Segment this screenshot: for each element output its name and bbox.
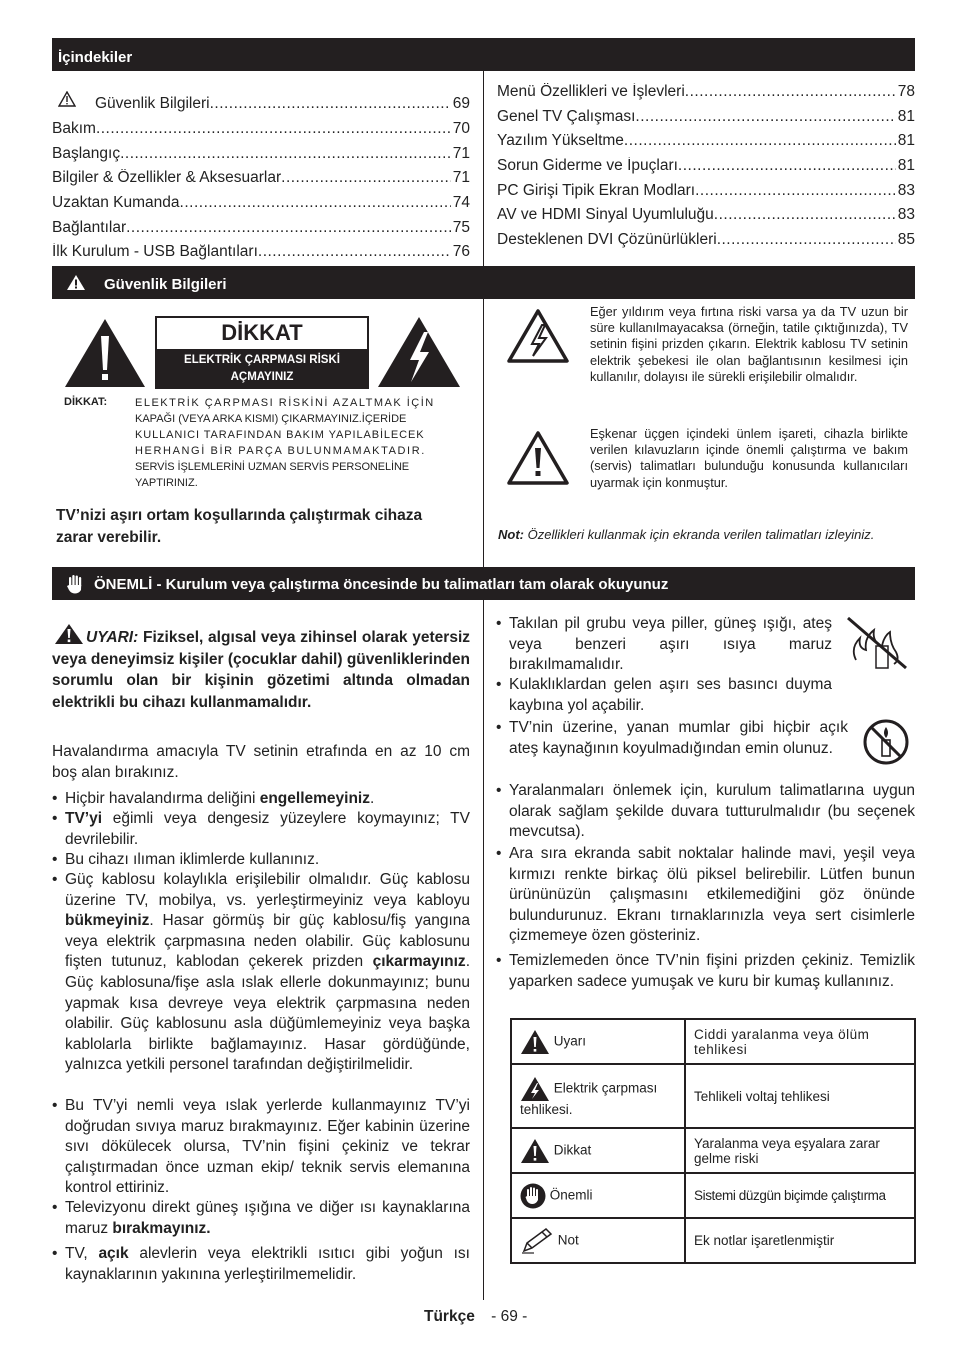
toc-entry-right[interactable]: Menü Özellikleri ve İşlevleri ..... 78 (497, 83, 915, 101)
symbol-legend-table (510, 1018, 916, 1264)
toc-entry-right[interactable]: AV ve HDMI Sinyal Uyumluluğu ..... 83 (497, 206, 915, 224)
toc-entry-left[interactable]: İlk Kurulum - USB Bağlantıları ..... 76 (52, 243, 470, 261)
important-divider (483, 600, 484, 1300)
lightning-warning-text: Eğer yıldırım veya fırtına riski varsa ya da TV uzun bir süre kullanılmayacaksa (örneğin, tatile çıktığınızda), TV setinin fişini prizden çıkarın. Elektrik kablosu TV setinin elektrik şebekesi ile olan bağlantısının kesilmesi için kullanılır, dolayısı ile sürekli erişilebilir olmalıdır. (590, 304, 908, 384)
lightning-triangle-icon (506, 308, 570, 364)
toc-entry-right[interactable]: Yazılım Yükseltme ..... 81 (497, 132, 915, 150)
toc-entry-left[interactable]: Bilgiler & Özellikler & Aksesuarlar ..... 71 (52, 169, 470, 187)
list-item: • Takılan pil grubu veya piller, güneş ışığı, ateş veya benzeri aşırı ısıya maruz bırakılmamalıdır. (496, 614, 832, 676)
table-row: Uyarı Ciddi yaralanma veya ölüm tehlikesi (511, 1019, 915, 1064)
caution-triangle-exclamation-icon (64, 318, 146, 388)
footer-language: Türkçe (424, 1308, 475, 1325)
list-item: • Hiçbir havalandırma deliğini engellemeyiniz. (52, 789, 470, 810)
important-header (52, 567, 915, 600)
list-item: • Temizlemeden önce TV’nin fişini prizden çekiniz. Temizlik yaparken sadece yumuşak ve kuru bir kumaş kullanınız. (496, 951, 915, 992)
toc-divider (483, 71, 484, 266)
caution-icon (520, 1138, 550, 1164)
list-item: • Kulaklıklardan gelen aşırı ses basıncı duyma kaybına yol açabilir. (496, 675, 832, 716)
extreme-conditions-warning: TV’nizi aşırı ortam koşullarında çalıştırmak cihaza zarar verebilir. (56, 507, 423, 546)
toc-entry-left[interactable]: Başlangıç ..... 71 (52, 145, 470, 163)
toc-entry-left[interactable]: Bakım ..... 70 (52, 120, 470, 138)
dikkat-label: DİKKAT: (64, 396, 108, 408)
no-candle-icon (862, 718, 910, 766)
warning-paragraph: UYARI: Fiziksel, algısal veya zihinsel olarak yetersiz veya deneyimsiz kişiler (çocuklar dahil) güvenliklerinden sorumlu olan bir kişinin gözetimi altında olmadan elektrikli bu cihazı kullanmamalıdır. (52, 629, 470, 711)
warning-icon (66, 274, 86, 291)
list-item: • TV’yi eğimli veya dengesiz yüzeylere koymayınız; TV devrilebilir. (52, 809, 470, 850)
warning-icon (58, 91, 76, 107)
list-item: • TV’nin üzerine, yanan mumlar gibi hiçbir açık ateş kaynağının koyulmadığından emin olunuz. (496, 718, 848, 759)
toc-entry-left[interactable]: Güvenlik Bilgileri ..... 69 (95, 95, 470, 113)
hand-stop-icon (520, 1182, 546, 1210)
footer-page-number: - 69 - (491, 1308, 528, 1325)
list-item: • TV, açık alevlerin veya elektrikli ısıtıcı gibi yoğun ısı kaynaklarının yakınına yerleştirilmemelidir. (52, 1244, 470, 1285)
warning-icon (520, 1029, 550, 1055)
toc-entry-right[interactable]: Sorun Giderme ve İpuçları ..... 81 (497, 157, 915, 175)
dikkat-text: ELEKTRİK ÇARPMASI RİSKİNİ AZALTMAK İÇİN KAPAĞI (VEYA ARKA KISMI) ÇIKARMAYINIZ.İÇERİDE KULLANICI TARAFINDAN BAKIM YAPILABİLECEK HERHANGİ BİR PARÇA BULUNMAMAKTADIR. SERVİS İŞLEMLERİNİ UZMAN SERVİS PERSONELİNE YAPTIRINIZ. (135, 397, 435, 489)
list-item: • Güç kablosu kolaylıkla erişilebilir olmalıdır. Güç kablosu üzerine TV, mobilya, vs. yerleştirmeyiniz veya kabloyu bükmeyiniz. Hasar görmüş bir güç kablosu/fiş yangına veya elektrik çarpmasına neden olabilir. Güç kablosunu fişten tutunuz, kablodan çekerek prizden çıkarmayınız. Güç kablosuna/fişe asla ıslak ellerle dokunmayınız; bunu yapmak kısa devreye veya elektrik çarpmasına neden olabilir. Güç kablosunu asla düğümlemeyiniz veya başka kablolarla birlikte bağlamayınız. Hasar gördüğünde, yalnızca yetkili personel tarafından değiştirilmelidir. (52, 870, 470, 1076)
toc-entry-left[interactable]: Uzaktan Kumanda ..... 74 (52, 194, 470, 212)
no-fire-battery-icon (842, 612, 912, 672)
list-item: • Yaralanmaları önlemek için, kurulum talimatlarına uygun olarak sağlam şekilde duvara tutturulmalıdır (bu seçenek mevcutsa). (496, 781, 915, 843)
lightning-triangle-icon (520, 1076, 550, 1102)
safety-divider (483, 299, 484, 567)
page-footer (424, 1308, 527, 1326)
note-text: Not: Özellikleri kullanmak için ekranda verilen talimatları izleyiniz. (498, 527, 875, 542)
important-header-label: ÖNEMLİ - Kurulum veya çalıştırma öncesinde bu talimatları tam olarak okuyunuz (94, 576, 669, 593)
list-item: • Televizyonu direkt güneş ışığına ve diğer ısı kaynaklarına maruz bırakmayınız. (52, 1198, 470, 1239)
exclamation-triangle-icon (506, 430, 570, 486)
ventilation-paragraph: Havalandırma amacıyla TV setinin etrafında en az 10 cm boş alan bırakınız. (52, 743, 470, 781)
toc-entry-right[interactable]: Genel TV Çalışması ..... 81 (497, 108, 915, 126)
safety-header-label: Güvenlik Bilgileri (104, 276, 227, 293)
toc-header (52, 38, 915, 71)
dikkat-box (155, 316, 369, 389)
toc-entry-left[interactable]: Bağlantılar ..... 75 (52, 219, 470, 237)
toc-header-label: İçindekiler (58, 49, 133, 66)
dikkat-subtitle: ELEKTRİK ÇARPMASI RİSKİ AÇMAYINIZ (157, 349, 367, 387)
dikkat-title: DİKKAT (221, 320, 303, 345)
caution-triangle-lightning-icon (377, 316, 461, 388)
pencil-note-icon (520, 1227, 554, 1255)
toc-entry-right[interactable]: PC Girişi Tipik Ekran Modları ..... 83 (497, 182, 915, 200)
list-item: • Ara sıra ekranda sabit noktalar halinde mavi, yeşil veya kırmızı renkte birkaç ölü piksel belirebilir. Lütfen bunun ürününüzün çalışmasını etkilemediğini göz önünde bulundurunuz. Ekranı tırnaklarınızla veya sert cisimlerle çizmemeye özen gösteriniz. (496, 844, 915, 947)
table-row: Önemli Sistemi düzgün biçimde çalıştırma (511, 1173, 915, 1218)
table-row: Dikkat Yaralanma veya eşyalara zarar gelme riski (511, 1128, 915, 1173)
toc-entry-right[interactable]: Desteklenen DVI Çözünürlükleri ..... 85 (497, 231, 915, 249)
safety-header (52, 266, 915, 299)
exclamation-info-text: Eşkenar üçgen içindeki ünlem işareti, cihazla birlikte verilen kılavuzların içinde önemli çalıştırma ve bakım (servis) talimatları bulunduğu konusunda kullanıcıları uyarmak için konmuştur. (590, 426, 908, 490)
hand-stop-icon (66, 574, 84, 594)
table-row: Elektrik çarpması tehlikesi. Tehlikeli voltaj tehlikesi (511, 1064, 915, 1128)
list-item: • Bu cihazı ılıman iklimlerde kullanınız. (52, 850, 470, 871)
table-row: Not Ek notlar işaretlenmiştir (511, 1218, 915, 1263)
list-item: • Bu TV’yi nemli veya ıslak yerlerde kullanmayınız TV’yi doğrudan sıvıya maruz bırakmayınız. Eğer kabinin üzerine sıvı dökülecek olursa, TV’nin fişini çekiniz ve tekrar çalıştırmadan önce uzman ekip/ teknik servis elemanına kontrol ettiriniz. (52, 1096, 470, 1199)
